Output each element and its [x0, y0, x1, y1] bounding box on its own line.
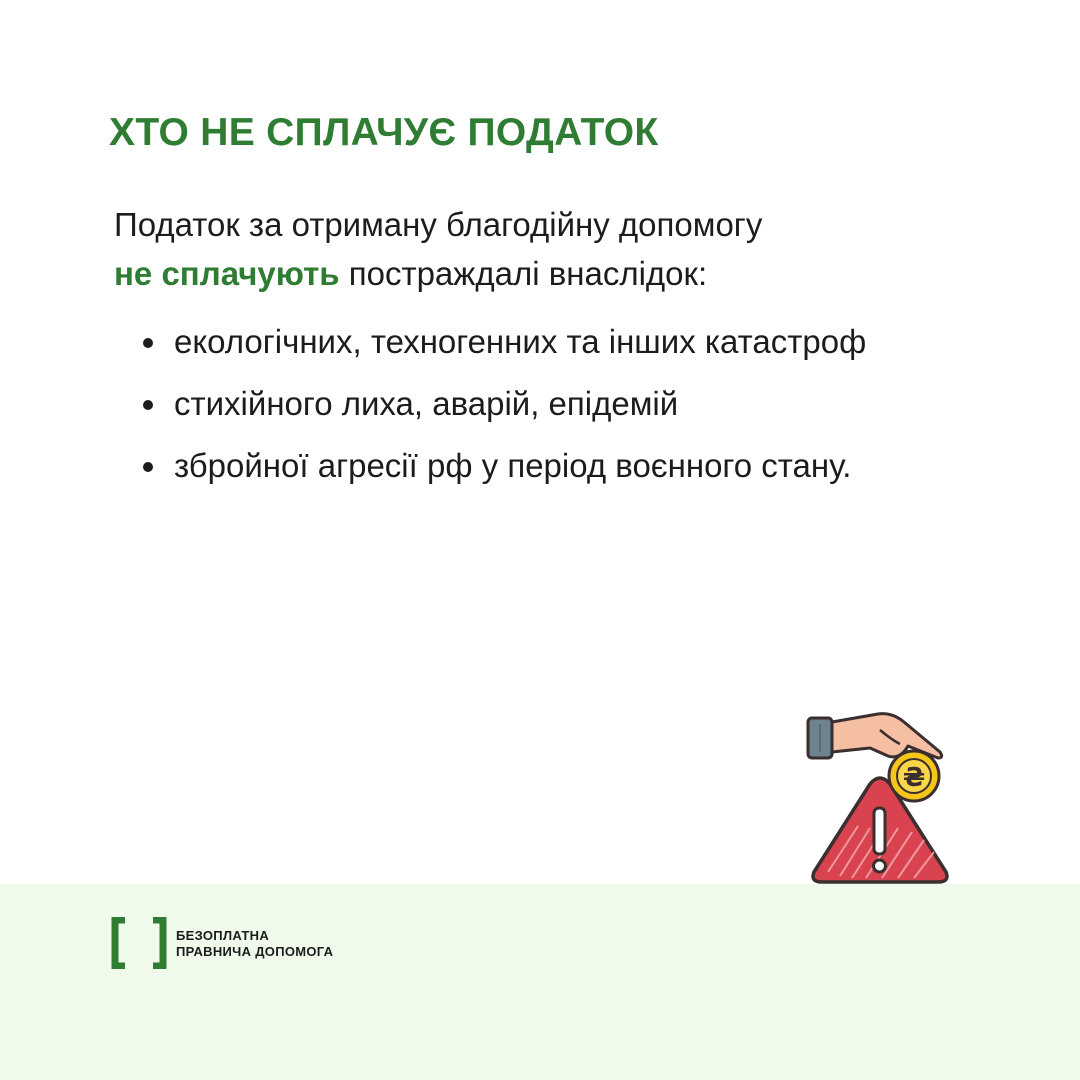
logo-line-1: БЕЗОПЛАТНА [176, 928, 270, 943]
hand-coin-warning-illustration [800, 700, 960, 890]
list-item: збройної агресії рф у період воєнного стану. [143, 441, 1043, 491]
logo-wordmark [176, 928, 333, 960]
footer-band [0, 884, 1080, 1080]
hryvnia-coin-icon [889, 751, 939, 801]
list-item: екологічних, техногенних та інших катастроф [143, 317, 1043, 367]
list-item: стихійного лиха, аварій, епідемій [143, 379, 1043, 429]
exemption-list [143, 317, 1043, 503]
intro-rest: постраждалі внаслідок: [339, 255, 708, 292]
intro-highlight: не сплачують [114, 255, 340, 292]
intro-line-1: Податок за отриману благодійну допомогу [114, 206, 763, 243]
coin-symbol: ₴ [902, 763, 926, 793]
intro-text [114, 200, 994, 298]
logo-line-2: ПРАВНИЧА ДОПОМОГА [176, 944, 334, 959]
brackets-logo-icon [111, 917, 167, 969]
page-title: ХТО НЕ СПЛАЧУЄ ПОДАТОК [109, 111, 659, 154]
